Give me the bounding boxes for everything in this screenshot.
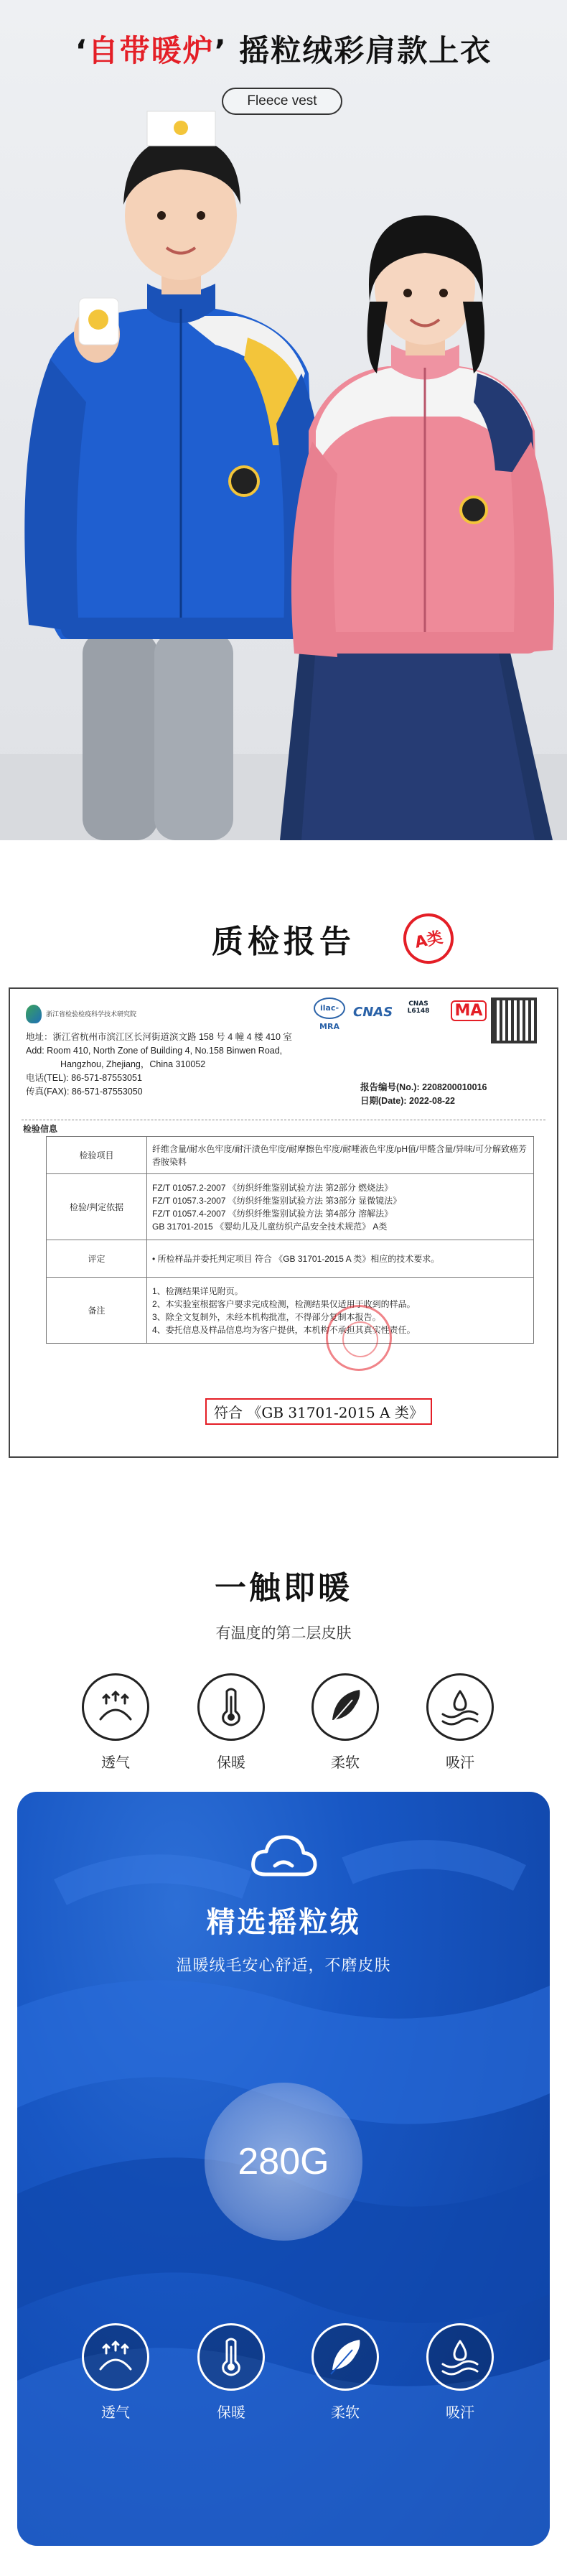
table-row [47, 1174, 534, 1240]
hero-title [0, 27, 567, 70]
boy-figure [24, 111, 330, 840]
table-row [47, 1278, 534, 1344]
breathable-icon [82, 2323, 149, 2391]
feature-label: 吸汗 [446, 2404, 474, 2421]
verdict-box: 符合 《GB 31701-2015 A 类》 [205, 1398, 432, 1425]
feature-item [62, 2323, 169, 2422]
table-row [47, 1137, 534, 1174]
quote-open: ‘ [75, 33, 88, 68]
feature-item [291, 1673, 399, 1772]
feature-label: 透气 [101, 2404, 130, 2421]
row-key: 评定 [47, 1240, 147, 1278]
girl-figure [280, 215, 554, 840]
quality-report-title: 质检报告 [212, 924, 355, 960]
fabric-weight-badge: 280G [205, 2083, 362, 2241]
breathable-icon [82, 1673, 149, 1741]
fleece-title: 精选摇粒绒 [206, 1906, 361, 1939]
institute-address: 地址：浙江省杭州市滨江区长河街道滨文路 158 号 4 幢 4 楼 410 室 Add: Room 410, North Zone of Building 4, No.158 Binwen Road, Hangzhou, Zhejiang，China 310052 电话(TEL): 86-571-87553051 传真(FAX): 86-571-87553050 [26, 1032, 292, 1097]
feature-row-bottom [0, 2323, 567, 2431]
hero-banner [0, 0, 567, 840]
feature-item [406, 1673, 514, 1772]
feature-label: 透气 [101, 1754, 130, 1771]
feature-label: 柔软 [331, 2404, 360, 2421]
row-key: 检验/判定依据 [47, 1174, 147, 1240]
feather-icon [311, 1673, 379, 1741]
feature-label: 保暖 [217, 2404, 245, 2421]
row-value: • 所检样品并委托判定项目 符合 《GB 31701-2015 A 类》相应的技术要求。 [147, 1240, 534, 1278]
water-drop-icon [426, 1673, 494, 1741]
title-rest: 摇粒绒彩肩款上衣 [239, 33, 492, 68]
feature-row-top [0, 1673, 567, 1781]
warmth-subtitle: 有温度的第二层皮肤 [215, 1624, 352, 1642]
quote-close: ’ [214, 33, 228, 68]
warmth-title: 一触即暖 [215, 1570, 352, 1606]
feature-item [291, 2323, 399, 2422]
inspection-table [46, 1136, 534, 1344]
official-seal-icon [326, 1305, 392, 1371]
row-value: 1、检测结果详见附页。 2、本实验室根据客户要求完成检测，检测结果仅适用于收到的样品。 3、除全文复制外，未经本机构批准，不得部分复制本报告。 4、委托信息及样品信息均为客户提供，本机构不承担其真实性责任。 [147, 1278, 534, 1344]
feature-item [406, 2323, 514, 2422]
fleece-vest-pill: Fleece vest [222, 88, 342, 115]
report-date: 日期(Date): 2022-08-22 [360, 1096, 455, 1106]
qr-code-icon [491, 998, 537, 1043]
row-value: 纤维含量/耐水色牢度/耐汗渍色牢度/耐摩擦色牢度/耐唾液色牢度/pH值/甲醛含量/异味/可分解致癌芳香胺染料 [147, 1137, 534, 1174]
fleece-subtitle: 温暖绒毛安心舒适，不磨皮肤 [176, 1957, 391, 1975]
title-highlight: 自带暖炉 [88, 33, 215, 68]
section-heading: 检验信息 [23, 1124, 58, 1134]
feather-icon [311, 2323, 379, 2391]
kids-illustration [0, 0, 567, 840]
ilac-mra-icon: ilac-MRA [311, 998, 347, 1029]
report-meta [360, 1081, 487, 1108]
report-number: 报告编号(No.): 2208200010016 [360, 1082, 487, 1092]
grade-a-stamp: A类 [398, 908, 458, 968]
feature-label: 保暖 [217, 1754, 245, 1771]
page-bottom [0, 2558, 567, 2576]
water-drop-icon [426, 2323, 494, 2391]
thermometer-icon [197, 1673, 265, 1741]
row-value: FZ/T 01057.2-2007 《纺织纤维鉴别试验方法 第2部分 燃烧法》 FZ/T 01057.3-2007 《纺织纤维鉴别试验方法 第3部分 显微镜法》 FZ/T 01057.4-2007 《纺织纤维鉴别试验方法 第4部分 溶解法》 GB 31701-2015 《婴幼儿及儿童纺织产品安全技术规范》 A类 [147, 1174, 534, 1240]
fleece-panel [17, 1792, 550, 2546]
table-row [47, 1240, 534, 1278]
feature-label: 吸汗 [446, 1754, 474, 1771]
feature-item [177, 1673, 285, 1772]
feature-item [62, 1673, 169, 1772]
ma-mark-icon: MA [446, 1002, 491, 1033]
cnas-lab-code: CNAS L6148 [407, 1000, 430, 1015]
institute-logo-icon [26, 1005, 42, 1023]
feature-label: 柔软 [331, 1754, 360, 1771]
feature-item [177, 2323, 285, 2422]
row-key: 备注 [47, 1278, 147, 1344]
thermometer-icon [197, 2323, 265, 2391]
institute-name: 浙江省检验检疫科学技术研究院 [46, 1011, 137, 1018]
row-key: 检验项目 [47, 1137, 147, 1174]
cloud-icon [248, 1831, 319, 1885]
cnas-logo-icon: CNAS [353, 1005, 393, 1020]
inspection-report [9, 987, 558, 1458]
